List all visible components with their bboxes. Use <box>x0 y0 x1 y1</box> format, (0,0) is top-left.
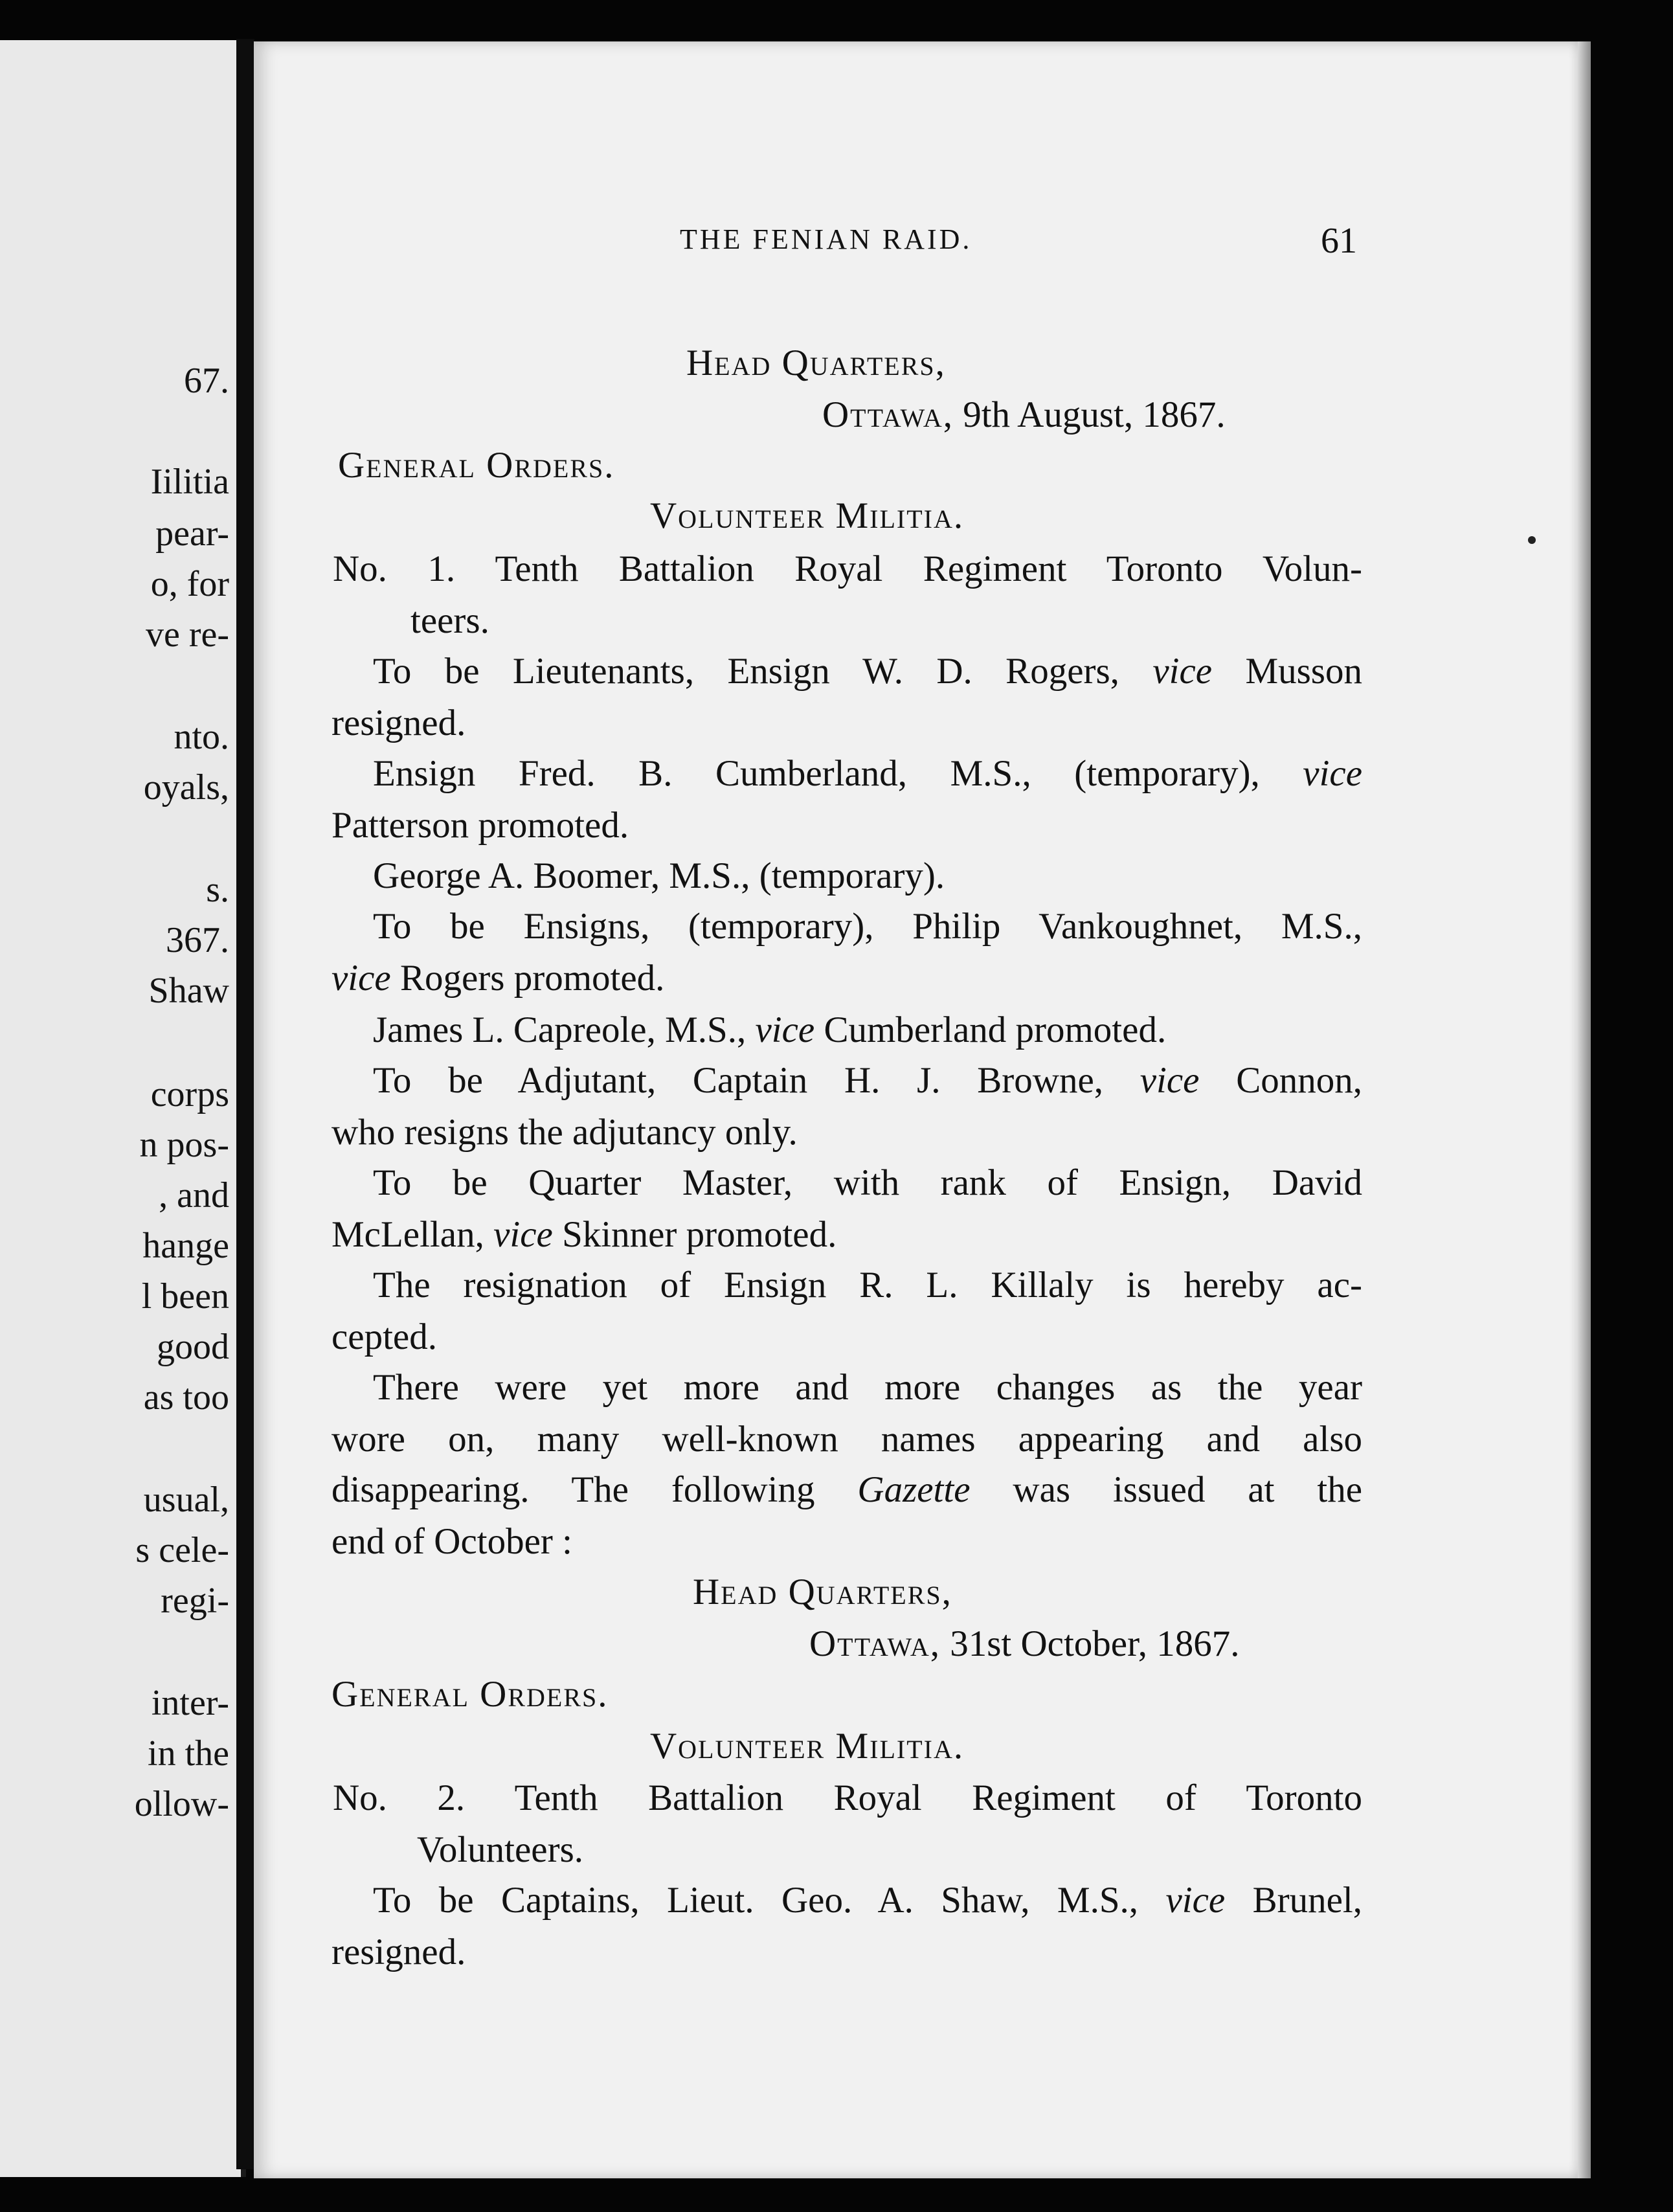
left-fragment: Iilitia <box>150 462 229 502</box>
text-run: 9th August, 1867. <box>953 394 1226 435</box>
text-line <box>650 497 964 534</box>
text-line <box>333 1779 1362 1816</box>
left-facing-page <box>0 40 246 2177</box>
text-run: disappearing. The following <box>331 1469 858 1510</box>
text-run: To be Ensigns, (temporary), Philip Vankoughnet, M.S., <box>373 906 1362 947</box>
text-run: Volunteers. <box>417 1829 584 1870</box>
text-run: To be Captains, Lieut. Geo. A. Shaw, M.S., <box>373 1880 1166 1921</box>
small-caps-run: Head Quarters, <box>686 343 946 383</box>
left-fragment: Shaw <box>148 971 229 1011</box>
italic-run: vice <box>1303 753 1362 794</box>
italic-run: vice <box>331 958 391 999</box>
text-run: To be Lieutenants, Ensign W. D. Rogers, <box>373 651 1153 692</box>
text-run: resigned. <box>331 1932 466 1972</box>
left-fragment: s cele- <box>135 1530 229 1570</box>
left-fragment: 367. <box>166 920 229 960</box>
text-run: end of October : <box>331 1521 572 1562</box>
text-run: McLellan, <box>331 1214 494 1255</box>
text-run: No. 2. Tenth Battalion Royal Regiment of Toronto <box>333 1778 1362 1818</box>
left-fragment: usual, <box>143 1480 229 1520</box>
text-run: who resigns the adjutancy only. <box>331 1112 798 1153</box>
text-line <box>331 705 466 741</box>
text-line <box>686 344 946 381</box>
text-run: Brunel, <box>1225 1880 1362 1921</box>
text-line <box>331 1114 798 1151</box>
small-caps-run: Volunteer Militia. <box>650 495 965 536</box>
small-caps-run: General Orders. <box>338 445 615 486</box>
text-line <box>331 1421 1362 1458</box>
text-line <box>373 1882 1362 1919</box>
text-run: Skinner promoted. <box>552 1214 837 1255</box>
page-edge <box>1578 41 1591 2178</box>
text-line <box>373 908 1362 945</box>
text-line <box>338 447 615 484</box>
text-line <box>822 396 1226 433</box>
text-line <box>331 807 629 844</box>
book-gutter <box>236 39 254 2169</box>
small-caps-run: Ottawa, <box>809 1623 941 1664</box>
left-fragment: s. <box>206 870 229 910</box>
text-run: There were yet more and more changes as the year <box>373 1367 1362 1408</box>
small-caps-run: Head Quarters, <box>693 1572 952 1612</box>
text-line <box>373 755 1362 792</box>
left-fragment: , and <box>159 1175 229 1215</box>
text-line <box>331 1318 437 1355</box>
small-caps-run: Ottawa, <box>822 394 954 435</box>
text-line <box>331 960 664 997</box>
text-run: Connon, <box>1199 1060 1362 1101</box>
left-fragment: regi- <box>161 1581 229 1621</box>
text-line <box>373 1164 1362 1201</box>
print-speck <box>1528 536 1536 544</box>
text-run: The resignation of Ensign R. L. Killaly is hereby ac- <box>373 1265 1362 1305</box>
page-number: 61 <box>1321 221 1357 261</box>
italic-run: vice <box>1152 651 1213 692</box>
left-fragment: l been <box>141 1276 229 1316</box>
text-run: cepted. <box>331 1316 437 1357</box>
text-line <box>373 1369 1362 1406</box>
text-run: Rogers promoted. <box>390 958 665 999</box>
left-fragment: good <box>157 1327 229 1367</box>
italic-run: vice <box>755 1010 815 1050</box>
left-fragment: corps <box>150 1074 229 1114</box>
text-run: resigned. <box>331 703 466 743</box>
text-line <box>373 1062 1362 1099</box>
italic-run: vice <box>1165 1880 1226 1921</box>
text-line <box>417 1831 583 1868</box>
left-fragment: in the <box>148 1733 229 1774</box>
text-run: Ensign Fred. B. Cumberland, M.S., (temporary), <box>373 753 1303 794</box>
text-run: Musson <box>1212 651 1362 692</box>
text-run: Patterson promoted. <box>331 805 629 846</box>
text-run: No. 1. Tenth Battalion Royal Regiment Toronto Volun- <box>333 548 1362 589</box>
left-fragment: n pos- <box>139 1125 229 1165</box>
text-line <box>809 1625 1240 1662</box>
left-fragment: oyals, <box>143 767 229 807</box>
left-fragment: as too <box>143 1377 229 1417</box>
text-line <box>331 1676 609 1713</box>
text-line <box>410 602 489 639</box>
text-line <box>373 1011 1166 1048</box>
small-caps-run: Volunteer Militia. <box>650 1726 965 1766</box>
text-run: Cumberland promoted. <box>814 1010 1167 1050</box>
left-fragment: o, for <box>150 564 229 604</box>
left-fragment: nto. <box>174 717 229 757</box>
text-line <box>693 1574 952 1610</box>
text-line <box>333 550 1362 587</box>
text-line <box>373 857 945 894</box>
right-page <box>254 41 1578 2178</box>
text-line <box>331 1216 836 1253</box>
text-line <box>331 1523 572 1560</box>
left-fragment: pear- <box>155 514 229 554</box>
italic-run: vice <box>493 1214 553 1255</box>
left-fragment: ollow- <box>134 1784 229 1824</box>
running-head: THE FENIAN RAID. <box>680 223 972 255</box>
left-fragment: ve re- <box>145 615 229 655</box>
text-run: George A. Boomer, M.S., (temporary). <box>373 855 945 896</box>
left-fragment: inter- <box>151 1683 229 1723</box>
small-caps-run: General Orders. <box>331 1674 609 1715</box>
text-run: 31st October, 1867. <box>940 1623 1240 1664</box>
text-run: To be Quarter Master, with rank of Ensign, David <box>373 1162 1362 1203</box>
left-fragment: 67. <box>184 361 229 401</box>
text-line <box>650 1728 964 1765</box>
left-fragment: hange <box>142 1226 229 1266</box>
text-line <box>331 1934 466 1970</box>
text-line <box>331 1471 1362 1508</box>
text-run: James L. Capreole, M.S., <box>373 1010 756 1050</box>
italic-run: Gazette <box>857 1469 971 1510</box>
italic-run: vice <box>1140 1060 1200 1101</box>
text-line <box>373 653 1362 690</box>
text-run: To be Adjutant, Captain H. J. Browne, <box>373 1060 1140 1101</box>
text-line <box>373 1267 1362 1304</box>
text-run: wore on, many well-known names appearing and also <box>331 1419 1362 1460</box>
text-run: teers. <box>410 600 489 641</box>
text-run: was issued at the <box>970 1469 1363 1510</box>
